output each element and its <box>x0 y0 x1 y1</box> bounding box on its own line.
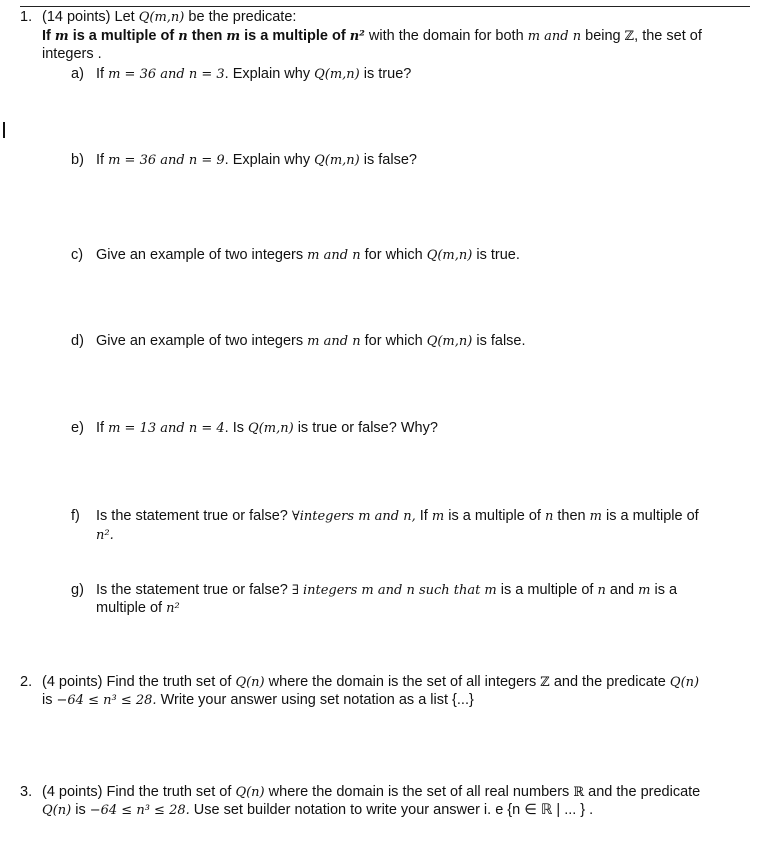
q1g-label: g) <box>71 582 84 598</box>
q1b-predicate: Q(m,n) <box>314 153 360 168</box>
q1d-lead: Give an example of two integers <box>96 333 304 349</box>
q3-text2: where the domain is the set of all real numbers <box>268 784 570 800</box>
q1b-if: If <box>96 152 105 168</box>
q1f-quantifier: integers m and n, <box>299 509 416 524</box>
q1c-predicate: Q(m,n) <box>426 248 473 263</box>
q1d-mid: for which <box>364 333 423 349</box>
q1-domain-text: with the domain for both <box>368 28 524 44</box>
q1-bold-then: then <box>191 28 223 44</box>
q1-number: 1. <box>20 9 33 25</box>
q1f-label: f) <box>71 508 80 524</box>
q1g-var-m-2: m <box>638 583 651 598</box>
q1e-dot: . <box>224 420 229 436</box>
q2-line2 <box>42 691 474 710</box>
q1c-text <box>96 246 520 265</box>
q1e-label: e) <box>71 420 84 436</box>
q2-line1 <box>42 673 699 692</box>
q2-text3: and the predicate <box>553 674 666 690</box>
q1-bold-if: If <box>42 28 51 44</box>
q1f-n2-line <box>96 526 114 545</box>
q1e-tail: is true or false? Why? <box>297 420 438 436</box>
q3-text1: (4 points) Find the truth set of <box>42 784 232 800</box>
q1a-predicate: Q(m,n) <box>314 67 360 82</box>
q1f-lead: Is the statement true or false? <box>96 508 288 524</box>
q1g-text <box>96 581 677 600</box>
q1g-lead: Is the statement true or false? <box>96 582 288 598</box>
q1g-and: and <box>609 582 635 598</box>
q1-being: being <box>585 28 621 44</box>
top-rule <box>20 6 750 7</box>
q1-predicate: Q(m,n) <box>138 10 185 25</box>
q1-integers: integers . <box>42 46 102 62</box>
q1f-forall-symbol: ∀ <box>291 509 300 524</box>
q1f-var-n2: n². <box>96 528 114 543</box>
q1a-expr: m = 36 and n = 3 <box>108 67 225 82</box>
q1-bold-mult-2: is a multiple of <box>244 28 346 44</box>
q1e-text <box>96 419 438 438</box>
q2-integers-symbol: ℤ <box>540 675 550 690</box>
q1-m-and-n: m and n <box>527 29 582 44</box>
q1-var-n: n <box>178 29 188 44</box>
q1d-tail: is false. <box>476 333 526 349</box>
q1-var-m-2: m <box>226 29 241 44</box>
q1b-explain: Explain why <box>232 152 311 168</box>
q1c-m-and-n: m and n <box>307 248 361 263</box>
q2-text2: where the domain is the set of all integers <box>268 674 537 690</box>
q1g-is-a: is a <box>654 582 678 598</box>
q1a-if: If <box>96 66 105 82</box>
q1a-explain: Explain why <box>232 66 311 82</box>
q1d-m-and-n: m and n <box>307 334 361 349</box>
q2-text1: (4 points) Find the truth set of <box>42 674 232 690</box>
q1-var-n2: n² <box>349 29 365 44</box>
q1-var-m: m <box>54 29 69 44</box>
q2-number: 2. <box>20 674 33 690</box>
q1-points: (14 points) Let <box>42 9 135 25</box>
q3-text4: Use set builder notation to write your answer i. e {n ∈ ℝ | ... } . <box>193 802 594 818</box>
q3-predicate-2: Q(n) <box>42 803 72 818</box>
q1f-if: If <box>419 508 428 524</box>
q1e-expr: m = 13 and n = 4 <box>108 421 225 436</box>
q1f-mult1: is a multiple of <box>448 508 541 524</box>
q1f-var-m-2: m <box>589 509 602 524</box>
q1g-multiple-of: multiple of <box>96 600 163 616</box>
q3-predicate: Q(n) <box>235 785 265 800</box>
q1f-then: then <box>557 508 586 524</box>
q3-is: is <box>75 802 86 818</box>
q1g-var-n: n <box>597 583 606 598</box>
q1-integers-symbol: ℤ <box>624 29 635 44</box>
q1e-if: If <box>96 420 105 436</box>
q3-inequality: −64 ≤ n³ ≤ 28. <box>89 803 190 818</box>
q1b-text <box>96 151 417 170</box>
q1c-label: c) <box>71 247 84 263</box>
q1a-tail: is true? <box>363 66 412 82</box>
q1b-tail: is false? <box>363 152 417 168</box>
q1d-text <box>96 332 526 351</box>
q1g-var-n2: n² <box>166 601 180 616</box>
q3-line2 <box>42 801 593 820</box>
q2-is: is <box>42 692 53 708</box>
q1g-line2 <box>96 599 180 618</box>
q1a-dot: . <box>224 66 229 82</box>
q2-inequality: −64 ≤ n³ ≤ 28. <box>56 693 157 708</box>
q1a-text <box>96 65 411 84</box>
q1e-predicate: Q(m,n) <box>248 421 294 436</box>
q1f-var-n: n <box>544 509 554 524</box>
q1-after-predicate: be the predicate: <box>188 9 297 25</box>
q1-header <box>42 8 296 27</box>
q3-line1 <box>42 783 700 802</box>
q1d-predicate: Q(m,n) <box>426 334 473 349</box>
q2-text4: Write your answer using set notation as a list {...} <box>160 692 474 708</box>
q1e-is: Is <box>232 420 244 436</box>
q1a-label: a) <box>71 66 84 82</box>
q1-definition <box>42 27 702 46</box>
q1b-label: b) <box>71 152 84 168</box>
q3-reals-symbol: ℝ <box>573 785 585 800</box>
q1d-label: d) <box>71 333 84 349</box>
q1g-quantifier: integers m and n such that <box>302 583 481 598</box>
margin-mark <box>3 122 5 138</box>
q1b-dot: . <box>224 152 229 168</box>
q3-number: 3. <box>20 784 33 800</box>
q1c-tail: is true. <box>476 247 520 263</box>
q1f-var-m: m <box>431 509 445 524</box>
q1f-text <box>96 507 699 526</box>
q1c-mid: for which <box>364 247 423 263</box>
q2-predicate: Q(n) <box>235 675 265 690</box>
q1c-lead: Give an example of two integers <box>96 247 304 263</box>
q1g-exists-symbol: ∃ <box>291 583 299 598</box>
q1b-expr: m = 36 and n = 9 <box>108 153 225 168</box>
q3-text3: and the predicate <box>588 784 701 800</box>
q1-bold-mult: is a multiple of <box>72 28 175 44</box>
q1g-var-m: m <box>484 583 497 598</box>
q1-set-of: , the set of <box>634 28 702 44</box>
q1f-mult2: is a multiple of <box>605 508 699 524</box>
q1g-mult1: is a multiple of <box>500 582 594 598</box>
q2-predicate-2: Q(n) <box>669 675 700 690</box>
